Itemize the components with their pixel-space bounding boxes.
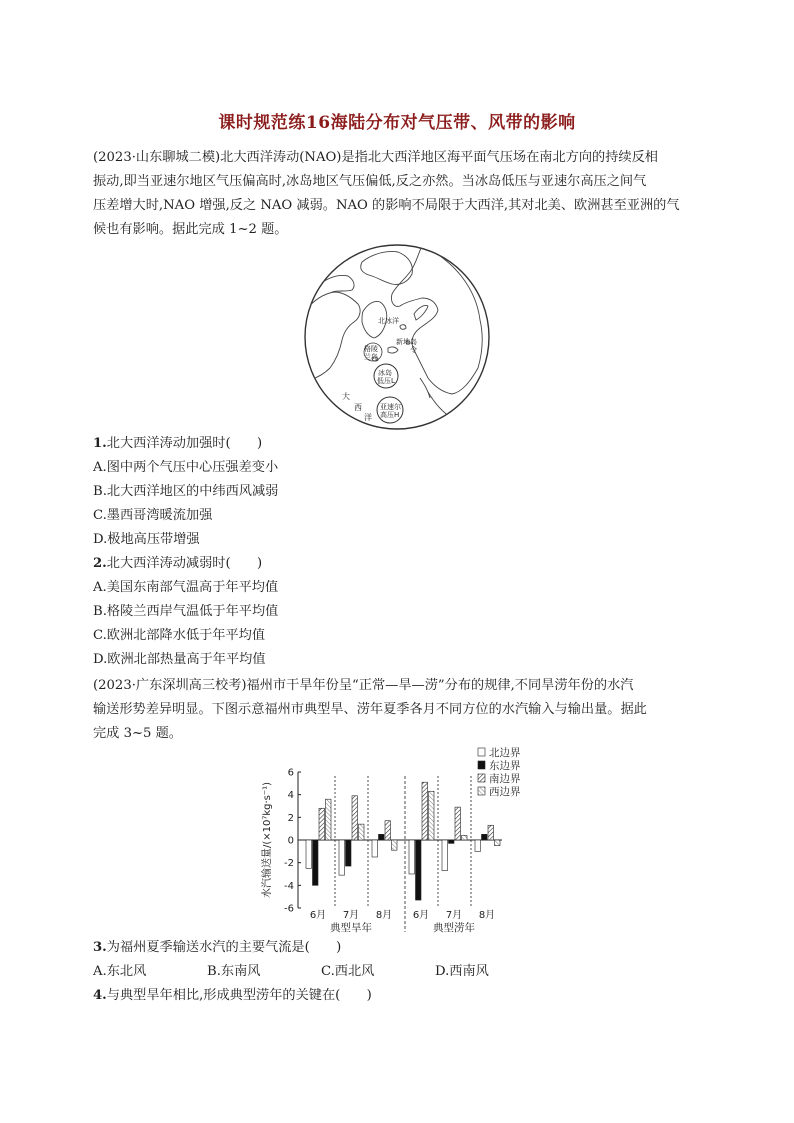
legend-swatch xyxy=(478,787,485,795)
group-label: 典型涝年 xyxy=(433,922,475,934)
legend-swatch xyxy=(478,748,485,756)
q3-option-b: B.东南风 xyxy=(207,964,261,979)
azores-high-label-2: 高压H xyxy=(380,411,400,419)
water-vapor-chart xyxy=(256,742,536,938)
bar xyxy=(379,834,385,840)
north-atlantic-map xyxy=(302,242,492,432)
group-label: 典型旱年 xyxy=(330,922,372,934)
y-tick-label: 0 xyxy=(287,835,294,847)
intro1-line: (2023·山东聊城二模)北大西洋涛动(NAO)是指北大西洋地区海平面气压场在南北方向的持续反相 xyxy=(93,150,658,165)
bar xyxy=(346,840,352,866)
intro1-line: 候也有影响。据此完成 1~2 题。 xyxy=(93,222,288,237)
q1-option-c: C.墨西哥湾暖流加强 xyxy=(93,508,213,523)
q3-option-c: C.西北风 xyxy=(321,964,375,979)
y-tick-label: 2 xyxy=(287,812,294,824)
bar xyxy=(352,796,358,840)
bar xyxy=(416,840,422,900)
bar xyxy=(488,825,494,840)
bar xyxy=(422,782,428,840)
question-2 xyxy=(93,554,262,574)
bar xyxy=(442,840,448,871)
question-number: 2. xyxy=(93,556,107,571)
bar xyxy=(319,808,325,840)
y-tick-label: 6 xyxy=(287,767,294,779)
greenland-label-2: 兰岛 xyxy=(364,353,378,361)
q2-option-a: A.美国东南部气温高于年平均值 xyxy=(93,580,279,595)
y-tick-label: -4 xyxy=(284,880,294,892)
atlantic-label-1: 大 xyxy=(342,392,350,401)
bar xyxy=(392,840,398,850)
y-tick-label: 4 xyxy=(287,790,294,802)
q3-option-a: A.东北风 xyxy=(93,964,147,979)
q2-option-b: B.格陵兰西岸气温低于年平均值 xyxy=(93,604,279,619)
x-tick-label: 6月 xyxy=(309,910,327,921)
question-stem: 北大西洋涛动减弱时( ) xyxy=(106,556,263,571)
bar xyxy=(359,824,365,840)
question-stem: 与典型旱年相比,形成典型涝年的关键在( ) xyxy=(106,988,372,1003)
intro2-line: 输送形势差异明显。下图示意福州市典型旱、涝年夏季各月不同方位的水汽输入与输出量。据此 xyxy=(93,702,647,717)
q2-option-d: D.欧洲北部热量高于年平均值 xyxy=(93,652,266,667)
legend-swatch xyxy=(478,761,485,769)
y-tick-label: -6 xyxy=(284,903,294,915)
y-axis-title: 水汽输送量/(×10⁷kg·s⁻¹) xyxy=(262,781,273,899)
azores-high-label-1: 亚速尔 xyxy=(380,403,401,411)
bar xyxy=(449,840,455,843)
intro2-line: 完成 3~5 题。 xyxy=(93,726,182,741)
intro1-line: 振动,即当亚速尔地区气压偏高时,冰岛地区气压偏低,反之亦然。当冰岛低压与亚速尔高压之间气 xyxy=(93,174,647,189)
q3-options xyxy=(93,962,549,982)
intro2-line: (2023·广东深圳高三校考)福州市干旱年份呈“正常—旱—涝”分布的规律,不同旱涝年份的水汽 xyxy=(93,678,634,693)
question-stem: 为福州夏季输送水汽的主要气流是( ) xyxy=(106,940,342,955)
bar xyxy=(306,840,312,868)
intro-paragraph-2 xyxy=(93,674,705,746)
question-stem: 北大西洋涛动加强时( ) xyxy=(106,436,263,451)
x-tick-label: 8月 xyxy=(375,910,393,921)
intro-paragraph-1 xyxy=(93,146,705,242)
bar xyxy=(462,835,468,840)
bar xyxy=(372,840,378,857)
bar xyxy=(385,821,391,840)
bar xyxy=(429,791,435,840)
bar xyxy=(313,840,319,885)
x-tick-label: 7月 xyxy=(342,910,360,921)
iceland-low-label-2: 低压L xyxy=(377,377,395,385)
question-3 xyxy=(93,938,341,958)
q1-option-b: B.北大西洋地区的中纬西风减弱 xyxy=(93,484,279,499)
x-tick-label: 7月 xyxy=(445,910,463,921)
iceland-low-label-1: 冰岛 xyxy=(378,369,392,377)
bar xyxy=(482,834,488,840)
x-tick-label: 8月 xyxy=(478,910,496,921)
bar xyxy=(326,799,332,840)
q1-option-a: A.图中两个气压中心压强差变小 xyxy=(93,460,279,475)
q2-option-c: C.欧洲北部降水低于年平均值 xyxy=(93,628,266,643)
bar xyxy=(495,840,501,846)
q1-option-d: D.极地高压带增强 xyxy=(93,532,200,547)
question-1 xyxy=(93,434,262,454)
legend-label: 西边界 xyxy=(489,786,521,798)
legend-swatch xyxy=(478,774,485,782)
page-title: 课时规范练16海陆分布对气压带、风带的影响 xyxy=(218,113,576,133)
q3-option-d: D.西南风 xyxy=(435,964,489,979)
question-number: 4. xyxy=(93,988,107,1003)
legend-label: 北边界 xyxy=(489,747,521,759)
bar xyxy=(475,840,481,851)
x-tick-label: 6月 xyxy=(412,910,430,921)
atlantic-label-3: 洋 xyxy=(364,413,372,422)
bar xyxy=(455,807,461,840)
novaya-zemlya-label-2: 令 xyxy=(410,346,417,354)
question-number: 1. xyxy=(93,436,107,451)
y-tick-label: -2 xyxy=(284,858,294,870)
greenland-label-1: 格陵 xyxy=(364,345,378,353)
question-number: 3. xyxy=(93,940,107,955)
question-4 xyxy=(93,986,372,1006)
bar xyxy=(339,840,345,875)
atlantic-label-2: 西 xyxy=(354,403,362,412)
bar xyxy=(409,840,415,874)
intro1-line: 压差增大时,NAO 增强,反之 NAO 减弱。NAO 的影响不局限于大西洋,其对北美、欧洲甚至亚洲的气 xyxy=(93,198,680,213)
legend-label: 东边界 xyxy=(489,760,521,772)
legend-label: 南边界 xyxy=(489,773,521,785)
novaya-zemlya-label: 新地岛 xyxy=(396,338,417,346)
arctic-ocean-label: 北冰洋 xyxy=(378,317,399,325)
